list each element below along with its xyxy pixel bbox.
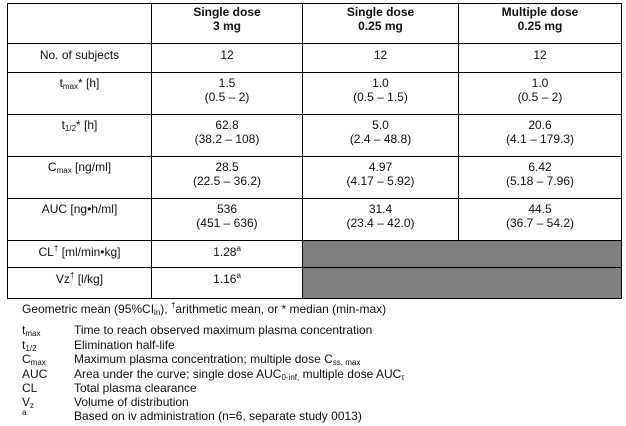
dagger-mark: † [170, 301, 176, 310]
header-line2: 0.25 mg [358, 19, 403, 33]
table-row [8, 268, 622, 299]
abbr-base: t [22, 323, 26, 337]
value-range: (22.5 – 36.2) [192, 174, 262, 188]
param-sub: max [62, 82, 79, 91]
value-main: 20.6 [528, 118, 552, 132]
param-tail: [ng/ml] [71, 160, 112, 174]
legend-item [22, 382, 404, 396]
value-main: 28.5 [215, 160, 239, 174]
table-row [8, 115, 622, 157]
value-cell: 12 [459, 44, 622, 73]
header-line1: Single dose [346, 5, 415, 19]
value-range: (0.5 – 1.5) [353, 90, 408, 104]
table-row [8, 73, 622, 115]
pharmacokinetics-table [7, 3, 622, 299]
legend-abbr [22, 353, 74, 368]
value-cell [303, 199, 459, 241]
param-label [8, 241, 152, 268]
table-row [8, 157, 622, 199]
value-cell [459, 157, 622, 199]
legend-def: Elimination half-life [74, 337, 175, 352]
value-cell [152, 115, 303, 157]
legend-def [74, 353, 360, 368]
param-tail: * [h] [78, 76, 100, 90]
param-base: CL [38, 245, 54, 259]
value-main: 1.0 [531, 76, 549, 90]
value-cell [152, 157, 303, 199]
param-base: t [59, 76, 63, 90]
value-main: 44.5 [528, 202, 552, 216]
param-label: AUC [ng•h/ml] [8, 199, 152, 241]
value-range: (0.5 – 2) [204, 90, 250, 104]
value-main: 1.5 [218, 76, 236, 90]
abbr-base: C [22, 352, 31, 366]
value-main: 1.16 [213, 272, 237, 286]
value-range: (38.2 – 108) [194, 132, 260, 146]
legend-def: Volume of distribution [74, 394, 189, 409]
header-line2: 0.25 mg [517, 19, 563, 33]
param-tail: [l/kg] [74, 272, 104, 286]
value-cell [152, 268, 303, 299]
legend-item [22, 353, 404, 368]
footnote-text: Geometric mean (95%CI [22, 302, 155, 316]
def-text: multiple dose AUC [299, 366, 402, 381]
param-label [8, 115, 152, 157]
table-row [8, 241, 622, 268]
value-cell: 12 [303, 44, 459, 73]
abbr-sub: max [30, 358, 46, 367]
legend-item [22, 339, 404, 354]
header-single-3mg [152, 4, 303, 44]
value-sup: a [236, 244, 241, 253]
param-sup: † [53, 244, 59, 253]
value-main: 6.42 [528, 160, 552, 174]
def-sub: 0-inf, [281, 372, 300, 382]
legend-abbr [22, 396, 74, 411]
value-cell [152, 199, 303, 241]
header-empty [8, 4, 152, 44]
def-sub: τ [401, 372, 405, 382]
param-label [8, 73, 152, 115]
value-main: 62.8 [215, 118, 239, 132]
value-main: 1.0 [372, 76, 389, 90]
abbr-sub: max [25, 329, 41, 338]
value-main: 1.28 [213, 245, 237, 259]
legend-def: Based on iv administration (n=6, separate study 0013) [74, 409, 362, 423]
value-main: 536 [216, 202, 238, 216]
legend-abbr [22, 324, 74, 339]
value-cell [152, 73, 303, 115]
param-sup: † [69, 271, 75, 280]
param-tail: [ml/min•kg] [58, 245, 121, 259]
param-base: t [61, 118, 65, 132]
value-range: (2.4 – 48.8) [349, 132, 412, 146]
value-cell [459, 73, 622, 115]
shaded-empty-cell [303, 268, 622, 299]
legend-def [74, 368, 404, 383]
abbreviation-legend [22, 324, 404, 425]
legend-item [22, 410, 404, 425]
legend-def: Total plasma clearance [74, 381, 197, 395]
value-range: (0.5 – 2) [517, 90, 563, 104]
abbr-sup: a [22, 408, 27, 417]
def-text: Area under the curve; single dose AUC [74, 366, 282, 381]
footnote-sub: ln [154, 308, 161, 317]
legend-def: Time to reach observed maximum plasma concentration [74, 323, 373, 337]
value-range: (36.7 – 54.2) [505, 216, 575, 230]
header-line1: Multiple dose [501, 5, 579, 19]
abbr-base: t [22, 337, 26, 352]
def-sub: ss, max [332, 358, 361, 367]
legend-item [22, 396, 404, 411]
table-footnote [22, 302, 386, 316]
shaded-empty-cell [303, 241, 622, 268]
table-row [8, 44, 622, 73]
value-cell [303, 73, 459, 115]
footnote-text: ), [160, 302, 171, 316]
legend-item [22, 368, 404, 383]
param-tail: * [h] [76, 118, 98, 132]
param-sub: max [56, 166, 72, 175]
value-cell [459, 199, 622, 241]
param-sub: 1/2 [64, 124, 77, 133]
header-multiple-025mg [459, 4, 622, 44]
value-cell [459, 115, 622, 157]
header-line1: Single dose [193, 5, 261, 19]
value-main: 31.4 [368, 202, 393, 216]
param-label [8, 157, 152, 199]
param-base: C [47, 160, 57, 174]
param-label: No. of subjects [8, 44, 152, 73]
header-row [8, 4, 622, 44]
legend-abbr: AUC [22, 366, 48, 381]
param-label [8, 268, 152, 299]
legend-abbr [22, 410, 74, 425]
value-range: (5.18 – 7.96) [505, 174, 575, 188]
value-range: (4.17 – 5.92) [346, 174, 415, 188]
value-cell [303, 115, 459, 157]
abbr-base: V [22, 394, 31, 409]
param-base: Vz [55, 272, 70, 286]
table-row [8, 199, 622, 241]
header-single-025mg [303, 4, 459, 44]
def-text: Maximum plasma concentration; multiple dose C [74, 352, 333, 366]
footnote-text: arithmetic mean, or * median (min-max) [175, 302, 387, 316]
value-cell [152, 241, 303, 268]
legend-abbr [22, 339, 74, 354]
value-main: 5.0 [372, 118, 389, 132]
value-main: 4.97 [368, 160, 393, 174]
legend-abbr: CL [22, 381, 38, 395]
abbr-sub: z [30, 400, 35, 410]
legend-item [22, 324, 404, 339]
abbr-sub: 1/2 [25, 343, 37, 353]
value-range: (4.1 – 179.3) [505, 132, 575, 146]
value-cell [303, 157, 459, 199]
value-cell: 12 [152, 44, 303, 73]
header-line2: 3 mg [212, 19, 241, 33]
value-range: (23.4 – 42.0) [346, 216, 415, 230]
value-sup: a [236, 271, 241, 280]
value-range: (451 – 636) [196, 216, 258, 230]
